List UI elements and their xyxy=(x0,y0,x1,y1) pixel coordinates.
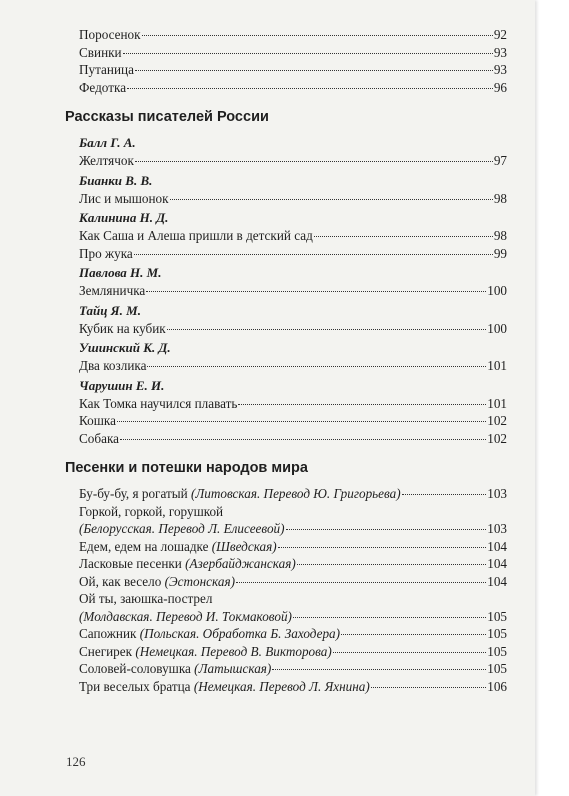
dot-leader xyxy=(297,564,486,565)
dot-leader xyxy=(120,439,486,440)
dot-leader xyxy=(123,53,493,54)
dot-leader xyxy=(293,617,486,618)
toc-entry xyxy=(79,643,507,661)
dot-leader xyxy=(236,582,486,583)
toc-entry xyxy=(79,245,507,263)
entry-page: 104 xyxy=(487,556,507,571)
author-name: Бианки В. В. xyxy=(79,172,153,188)
entry-title: Путаница xyxy=(79,62,134,77)
entry-page: 105 xyxy=(487,643,507,659)
entry-title: Желтячок xyxy=(79,153,134,168)
toc-entry xyxy=(79,282,507,300)
toc-entry xyxy=(79,430,507,448)
dot-leader xyxy=(278,547,487,548)
entry-page: 102 xyxy=(487,430,507,446)
toc-entry xyxy=(79,395,507,413)
dot-leader xyxy=(147,366,486,367)
dot-leader xyxy=(167,329,487,330)
dot-leader xyxy=(286,529,487,530)
author-name: Ушинский К. Д. xyxy=(79,340,171,355)
entry-title: Соловей-соловушка xyxy=(79,661,191,676)
entry-title: Федотка xyxy=(79,79,127,95)
entry-title: Про жука xyxy=(79,245,133,261)
dot-leader xyxy=(314,236,493,237)
entry-note: (Немецкая. Перевод Л. Яхнина) xyxy=(193,678,370,694)
toc-entry xyxy=(79,485,507,503)
table-of-contents xyxy=(65,26,507,695)
toc-entry xyxy=(79,573,507,591)
author-name: Чарушин Е. И. xyxy=(79,377,165,393)
entry-note: (Литовская. Перевод Ю. Григорьева) xyxy=(190,486,401,501)
entry-title: Поросенок xyxy=(79,27,141,42)
dot-leader xyxy=(371,687,486,688)
entry-page: 104 xyxy=(487,573,507,589)
entry-title: Горкой, горкой, горушкой xyxy=(79,503,224,519)
entry-page: 105 xyxy=(487,626,507,641)
entry-title: Собака xyxy=(79,430,120,446)
entry-page: 96 xyxy=(493,79,507,95)
toc-entry xyxy=(79,555,507,573)
entry-title: Три веселых братца xyxy=(79,678,191,694)
dot-leader xyxy=(170,199,493,200)
entry-title: Свинки xyxy=(79,44,122,60)
entry-title: Ой ты, заюшка-пострел xyxy=(79,591,213,606)
entry-page: 98 xyxy=(493,190,507,206)
toc-entry xyxy=(79,152,507,170)
entry-note: (Шведская) xyxy=(211,538,277,554)
toc-entry xyxy=(79,625,507,643)
entry-page: 99 xyxy=(493,245,507,261)
entry-page: 104 xyxy=(487,538,507,554)
dot-leader xyxy=(146,291,486,292)
entry-page: 102 xyxy=(487,413,507,428)
dot-leader xyxy=(142,35,493,36)
author-name: Тайц Я. М. xyxy=(79,302,141,318)
toc-entry xyxy=(79,227,507,245)
entry-page: 92 xyxy=(493,27,507,42)
entry-page: 101 xyxy=(487,395,507,411)
toc-entry xyxy=(79,357,507,375)
entry-title: Как Томка научился плавать xyxy=(79,395,238,411)
toc-entry xyxy=(79,44,507,62)
entry-page: 101 xyxy=(487,358,507,373)
entry-page: 93 xyxy=(493,44,507,60)
entry-note: (Азербайджанская) xyxy=(185,556,296,571)
entry-title: Бу-бу-бу, я рогатый xyxy=(79,486,188,501)
toc-entry xyxy=(79,608,507,626)
dot-leader xyxy=(272,669,486,670)
entry-title: Лис и мышонок xyxy=(79,190,169,206)
entry-note: (Эстонская) xyxy=(164,573,235,589)
entry-page: 98 xyxy=(493,228,507,243)
entry-page: 105 xyxy=(487,661,507,676)
toc-entry xyxy=(79,79,507,97)
page-number: 126 xyxy=(66,754,86,769)
entry-title: Кошка xyxy=(79,413,116,428)
toc-entry xyxy=(79,538,507,556)
dot-leader xyxy=(117,421,486,422)
toc-entry xyxy=(79,520,507,538)
entry-page: 100 xyxy=(487,283,507,298)
toc-entry xyxy=(79,61,507,79)
entry-note: (Польская. Обработка Б. Заходера) xyxy=(139,626,341,641)
entry-page: 93 xyxy=(493,62,507,77)
entry-page: 106 xyxy=(487,678,507,694)
dot-leader xyxy=(127,88,493,89)
entry-page: 97 xyxy=(493,153,507,168)
dot-leader xyxy=(402,494,487,495)
section-heading: Песенки и потешки народов мира xyxy=(65,460,308,476)
dot-leader xyxy=(238,404,486,405)
author-name: Павлова Н. М. xyxy=(79,265,162,280)
toc-entry xyxy=(79,412,507,430)
dot-leader xyxy=(134,254,493,255)
dot-leader xyxy=(341,634,486,635)
dot-leader xyxy=(135,70,493,71)
author-name: Балл Г. А. xyxy=(79,135,136,150)
author-name: Калинина Н. Д. xyxy=(79,210,169,225)
entry-title: Ласковые песенки xyxy=(79,556,182,571)
entry-title: Снегирек xyxy=(79,643,133,659)
toc-entry xyxy=(79,678,507,696)
toc-entry xyxy=(79,26,507,44)
entry-title: Кубик на кубик xyxy=(79,320,166,336)
entry-title: Едем, едем на лошадке xyxy=(79,538,209,554)
entry-page: 100 xyxy=(487,320,507,336)
toc-entry xyxy=(79,190,507,208)
dot-leader xyxy=(333,652,486,653)
entry-title: Два козлика xyxy=(79,358,147,373)
entry-title: Сапожник xyxy=(79,626,137,641)
entry-note: (Белорусская. Перевод Л. Елисеевой) xyxy=(79,521,285,536)
toc-entry xyxy=(79,320,507,338)
dot-leader xyxy=(135,161,493,162)
entry-title: Ой, как весело xyxy=(79,573,162,589)
entry-page: 105 xyxy=(487,608,507,624)
section-heading: Рассказы писателей России xyxy=(65,109,269,125)
toc-entry xyxy=(79,660,507,678)
entry-note: (Молдавская. Перевод И. Токмаковой) xyxy=(79,608,292,624)
entry-page: 103 xyxy=(487,521,507,536)
entry-page: 103 xyxy=(487,486,507,501)
entry-note: (Немецкая. Перевод В. Викторова) xyxy=(135,643,332,659)
entry-title: Земляничка xyxy=(79,283,146,298)
entry-note: (Латышская) xyxy=(194,661,272,676)
entry-title: Как Саша и Алеша пришли в детский сад xyxy=(79,228,313,243)
